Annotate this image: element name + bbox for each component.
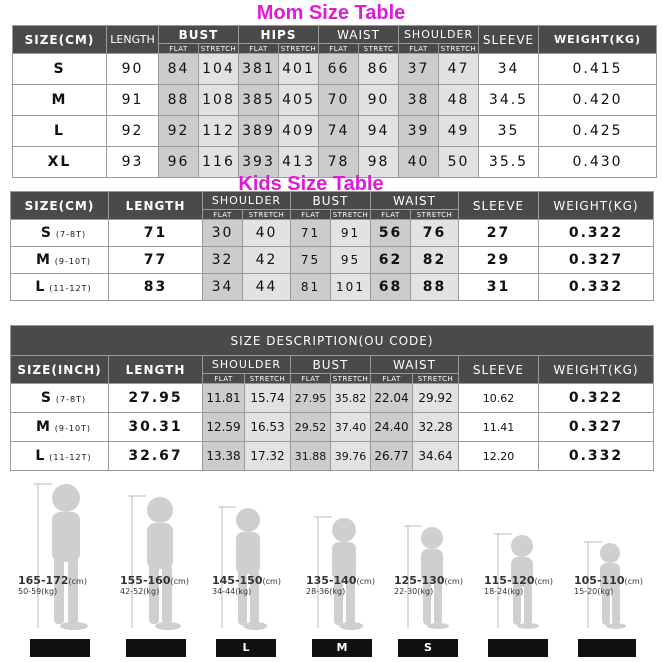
header-sleeve: SLEEVE [479, 26, 539, 54]
header-shoulder: SHOULDER [399, 26, 479, 44]
header-waist: WAIST [371, 356, 459, 374]
hips-flat-cell: 385 [239, 85, 279, 116]
size-bar: M [312, 639, 372, 657]
sub-stretch: STRETCH [245, 374, 291, 384]
weight-cell: 0.332 [539, 442, 654, 471]
size-bar [488, 639, 548, 657]
sleeve-cell: 29 [459, 247, 539, 274]
size-bar [578, 639, 636, 657]
header-length: LENGTH [109, 192, 203, 220]
sleeve-cell: 27 [459, 220, 539, 247]
shoulder-stretch-cell: 17.32 [245, 442, 291, 471]
size-bar [126, 639, 186, 657]
waist-flat-cell: 56 [371, 220, 411, 247]
child-silhouette-icon [34, 482, 94, 632]
weight-cell: 0.425 [539, 116, 657, 147]
shoulder-stretch-cell: 50 [439, 147, 479, 178]
header-bust: BUST [159, 26, 239, 44]
bust-flat-cell: 27.95 [291, 384, 331, 413]
sub-flat: FLAT [159, 44, 199, 54]
size-cell: S (7-8T) [11, 384, 109, 413]
weight-label: 28-36(kg) [306, 587, 346, 596]
weight-cell: 0.327 [539, 247, 654, 274]
height-label: 155-160(cm) [120, 574, 189, 587]
header-length: LENGTH [107, 26, 159, 54]
inch-table-title: SIZE DESCRIPTION(OU CODE) [11, 326, 654, 356]
shoulder-stretch-cell: 16.53 [245, 413, 291, 442]
sleeve-cell: 10.62 [459, 384, 539, 413]
size-cell: S [13, 54, 107, 85]
waist-flat-cell: 70 [319, 85, 359, 116]
header-weight: WEIGHT(KG) [539, 192, 654, 220]
sleeve-cell: 12.20 [459, 442, 539, 471]
shoulder-stretch-cell: 49 [439, 116, 479, 147]
weight-cell: 0.415 [539, 54, 657, 85]
size-cell: M (9-10T) [11, 247, 109, 274]
table-row [11, 220, 654, 247]
waist-stretch-cell: 90 [359, 85, 399, 116]
sleeve-cell: 35 [479, 116, 539, 147]
bust-stretch-cell: 112 [199, 116, 239, 147]
header-length: LENGTH [109, 356, 203, 384]
height-label: 105-110(cm) [574, 574, 643, 587]
sub-stretch: STRETCH [279, 44, 319, 54]
height-label: 145-150(cm) [212, 574, 281, 587]
bust-flat-cell: 81 [291, 274, 331, 301]
shoulder-flat-cell: 13.38 [203, 442, 245, 471]
bust-flat-cell: 29.52 [291, 413, 331, 442]
shoulder-flat-cell: 38 [399, 85, 439, 116]
size-cell: M (9-10T) [11, 413, 109, 442]
bust-flat-cell: 31.88 [291, 442, 331, 471]
shoulder-stretch-cell: 48 [439, 85, 479, 116]
length-cell: 27.95 [109, 384, 203, 413]
bust-flat-cell: 92 [159, 116, 199, 147]
sleeve-cell: 35.5 [479, 147, 539, 178]
table-row [11, 413, 654, 442]
header-shoulder: SHOULDER [203, 192, 291, 210]
sleeve-cell: 11.41 [459, 413, 539, 442]
size-bar [30, 639, 90, 657]
bust-stretch-cell: 104 [199, 54, 239, 85]
sub-flat: FLAT [319, 44, 359, 54]
sub-flat: FLAT [371, 210, 411, 220]
length-cell: 77 [109, 247, 203, 274]
length-cell: 93 [107, 147, 159, 178]
sub-stretch: STRETCH [439, 44, 479, 54]
header-shoulder: SHOULDER [203, 356, 291, 374]
figure-caption [484, 574, 574, 596]
bust-flat-cell: 75 [291, 247, 331, 274]
length-cell: 91 [107, 85, 159, 116]
weight-label: 18-24(kg) [484, 587, 524, 596]
bust-stretch-cell: 39.76 [331, 442, 371, 471]
hips-stretch-cell: 409 [279, 116, 319, 147]
height-label: 115-120(cm) [484, 574, 553, 587]
bust-stretch-cell: 101 [331, 274, 371, 301]
waist-stretch-cell: 82 [411, 247, 459, 274]
hips-stretch-cell: 405 [279, 85, 319, 116]
sub-flat: FLAT [203, 374, 245, 384]
kids-table-title: Kids Size Table [238, 173, 384, 195]
sleeve-cell: 31 [459, 274, 539, 301]
sub-flat: FLAT [371, 374, 413, 384]
bust-stretch-cell: 116 [199, 147, 239, 178]
child-silhouette-icon [128, 494, 188, 632]
sub-flat: FLAT [291, 210, 331, 220]
figure-caption [574, 574, 660, 596]
weight-label: 15-20(kg) [574, 587, 614, 596]
weight-cell: 0.430 [539, 147, 657, 178]
bust-flat-cell: 88 [159, 85, 199, 116]
shoulder-stretch-cell: 40 [243, 220, 291, 247]
size-cell: XL [13, 147, 107, 178]
header-sleeve: SLEEVE [459, 192, 539, 220]
header-size: SIZE(CM) [11, 192, 109, 220]
sub-flat: FLAT [291, 374, 331, 384]
waist-stretch-cell: 76 [411, 220, 459, 247]
bust-flat-cell: 84 [159, 54, 199, 85]
weight-cell: 0.322 [539, 220, 654, 247]
length-cell: 71 [109, 220, 203, 247]
size-cell: L (11-12T) [11, 442, 109, 471]
hips-flat-cell: 393 [239, 147, 279, 178]
weight-label: 42-52(kg) [120, 587, 160, 596]
size-cell: M [13, 85, 107, 116]
sub-flat: FLAT [399, 44, 439, 54]
figure-caption [212, 574, 302, 596]
size-cell: S (7-8T) [11, 220, 109, 247]
waist-flat-cell: 68 [371, 274, 411, 301]
weight-cell: 0.332 [539, 274, 654, 301]
waist-stretch-cell: 88 [411, 274, 459, 301]
sub-flat: FLAT [239, 44, 279, 54]
weight-cell: 0.327 [539, 413, 654, 442]
sub-stretch: STRETCH [411, 210, 459, 220]
figure-caption [120, 574, 210, 596]
weight-label: 34-44(kg) [212, 587, 252, 596]
figure-caption [18, 574, 108, 596]
waist-stretch-cell: 86 [359, 54, 399, 85]
height-label: 135-140(cm) [306, 574, 375, 587]
header-waist: WAIST [371, 192, 459, 210]
header-bust: BUST [291, 192, 371, 210]
hips-stretch-cell: 401 [279, 54, 319, 85]
waist-flat-cell: 66 [319, 54, 359, 85]
height-label: 125-130(cm) [394, 574, 463, 587]
shoulder-flat-cell: 11.81 [203, 384, 245, 413]
shoulder-flat-cell: 32 [203, 247, 243, 274]
shoulder-flat-cell: 40 [399, 147, 439, 178]
table-row [11, 442, 654, 471]
weight-cell: 0.322 [539, 384, 654, 413]
waist-flat-cell: 22.04 [371, 384, 413, 413]
waist-stretch-cell: 94 [359, 116, 399, 147]
sub-stretch: STRETC [359, 44, 399, 54]
sleeve-cell: 34.5 [479, 85, 539, 116]
shoulder-flat-cell: 34 [203, 274, 243, 301]
sleeve-cell: 34 [479, 54, 539, 85]
weight-cell: 0.420 [539, 85, 657, 116]
hips-flat-cell: 381 [239, 54, 279, 85]
waist-stretch-cell: 98 [359, 147, 399, 178]
shoulder-stretch-cell: 42 [243, 247, 291, 274]
header-hips: HIPS [239, 26, 319, 44]
header-weight: WEIGHT(KG) [539, 356, 654, 384]
length-cell: 83 [109, 274, 203, 301]
header-size: SIZE(INCH) [11, 356, 109, 384]
shoulder-flat-cell: 37 [399, 54, 439, 85]
sub-flat: FLAT [203, 210, 243, 220]
height-label: 165-172(cm) [18, 574, 87, 587]
bust-flat-cell: 96 [159, 147, 199, 178]
length-cell: 30.31 [109, 413, 203, 442]
header-sleeve: SLEEVE [459, 356, 539, 384]
size-cell: L [13, 116, 107, 147]
weight-label: 50-59(kg) [18, 587, 58, 596]
shoulder-flat-cell: 30 [203, 220, 243, 247]
shoulder-stretch-cell: 15.74 [245, 384, 291, 413]
table-row [13, 116, 657, 147]
length-cell: 90 [107, 54, 159, 85]
sub-stretch: STRETCH [199, 44, 239, 54]
waist-flat-cell: 78 [319, 147, 359, 178]
size-bar: S [398, 639, 458, 657]
figure-caption [394, 574, 484, 596]
shoulder-flat-cell: 12.59 [203, 413, 245, 442]
waist-flat-cell: 24.40 [371, 413, 413, 442]
bust-flat-cell: 71 [291, 220, 331, 247]
header-waist: WAIST [319, 26, 399, 44]
shoulder-stretch-cell: 47 [439, 54, 479, 85]
bust-stretch-cell: 35.82 [331, 384, 371, 413]
table-row [13, 54, 657, 85]
waist-stretch-cell: 29.92 [413, 384, 459, 413]
waist-flat-cell: 74 [319, 116, 359, 147]
sub-stretch: STRETCH [331, 374, 371, 384]
hips-stretch-cell: 413 [279, 147, 319, 178]
mom-table-title: Mom Size Table [256, 2, 406, 24]
table-row [13, 85, 657, 116]
bust-stretch-cell: 91 [331, 220, 371, 247]
header-weight: WEIGHT(KG) [539, 26, 657, 54]
sub-stretch: STRETCH [243, 210, 291, 220]
shoulder-flat-cell: 39 [399, 116, 439, 147]
header-size: SIZE(CM) [13, 26, 107, 54]
bust-stretch-cell: 108 [199, 85, 239, 116]
length-cell: 92 [107, 116, 159, 147]
sub-stretch: STRETCH [413, 374, 459, 384]
mom-size-table [12, 25, 657, 178]
figure-caption [306, 574, 396, 596]
bust-stretch-cell: 95 [331, 247, 371, 274]
table-row [11, 247, 654, 274]
sub-stretch: STRETCH [331, 210, 371, 220]
bust-stretch-cell: 37.40 [331, 413, 371, 442]
shoulder-stretch-cell: 44 [243, 274, 291, 301]
waist-stretch-cell: 34.64 [413, 442, 459, 471]
table-row [11, 274, 654, 301]
size-bar: L [216, 639, 276, 657]
table-row [11, 384, 654, 413]
header-bust: BUST [291, 356, 371, 374]
weight-label: 22-30(kg) [394, 587, 434, 596]
waist-flat-cell: 26.77 [371, 442, 413, 471]
child-silhouette-icon [218, 505, 274, 632]
waist-stretch-cell: 32.28 [413, 413, 459, 442]
hips-flat-cell: 389 [239, 116, 279, 147]
kids-size-table [10, 191, 654, 301]
length-cell: 32.67 [109, 442, 203, 471]
inch-size-table [10, 325, 654, 471]
size-cell: L (11-12T) [11, 274, 109, 301]
waist-flat-cell: 62 [371, 247, 411, 274]
